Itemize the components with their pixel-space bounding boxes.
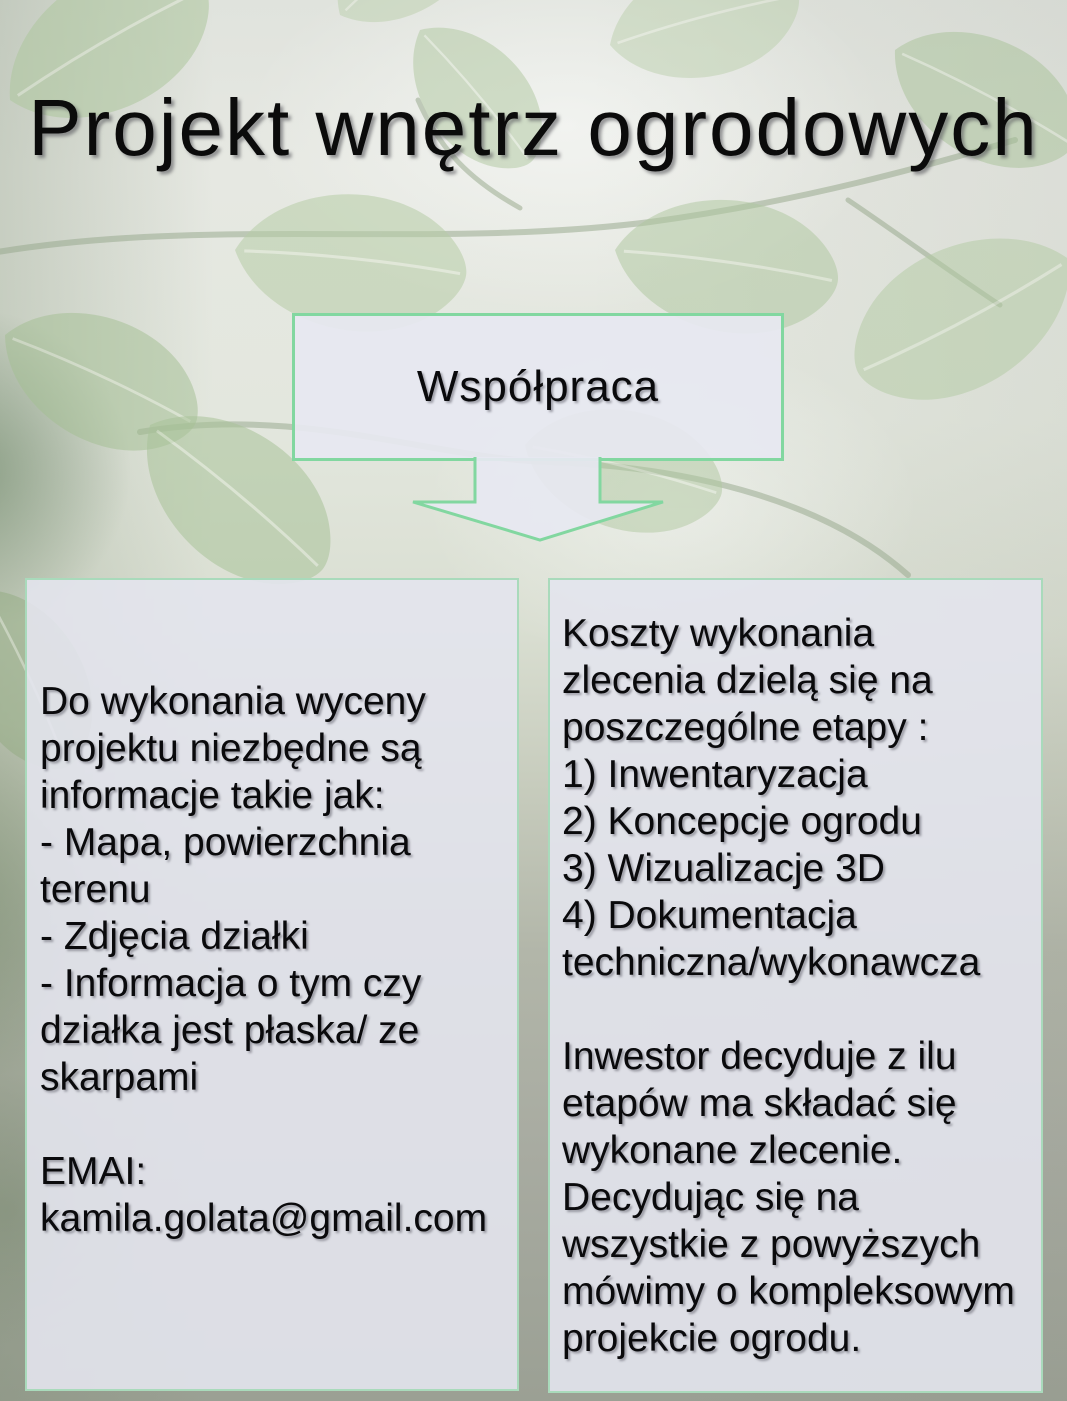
text-line: 3) Wizualizacje 3D [562,847,885,890]
text-line: Decydując się na [562,1176,859,1219]
text-line: EMAI: [40,1150,147,1193]
text-line: Inwestor decyduje z ilu [562,1035,957,1078]
text-line: etapów ma składać się [562,1082,957,1125]
text-line: skarpami [40,1056,199,1099]
cooperation-label: Współpraca [416,362,660,411]
text-line: 1) Inwentaryzacja [562,753,868,796]
text-line: projektu niezbędne są [40,727,422,770]
text-line: - Zdjęcia działki [40,915,309,958]
text-line: projekcie ogrodu. [562,1317,862,1360]
cost-stages-panel [548,578,1043,1393]
text-line: Do wykonania wyceny [40,680,426,723]
text-line: - Informacja o tym czy [40,962,422,1005]
text-line: kamila.golata@gmail.com [40,1197,488,1240]
slide-title: Projekt wnętrz ogrodowych [28,83,1039,172]
pricing-info-panel [25,578,519,1391]
text-line: poszczególne etapy : [562,706,929,749]
text-line [40,1101,513,1148]
text-line: informacje takie jak: [40,774,385,817]
text-line: wykonane zlecenie. [562,1129,903,1172]
text-line: działka jest płaska/ ze [40,1009,420,1052]
text-line: 4) Dokumentacja [562,894,857,937]
text-line: techniczna/wykonawcza [562,941,981,984]
text-line: wszystkie z powyższych [562,1223,981,1266]
text-line: mówimy o kompleksowym [562,1270,1015,1313]
text-line: terenu [40,868,151,911]
text-line: Koszty wykonania [562,612,875,655]
text-line: 2) Koncepcje ogrodu [562,800,922,843]
text-line: - Mapa, powierzchnia [40,821,411,864]
cooperation-box [292,313,784,461]
text-line [562,986,1037,1033]
text-line: zlecenia dzielą się na [562,659,933,702]
